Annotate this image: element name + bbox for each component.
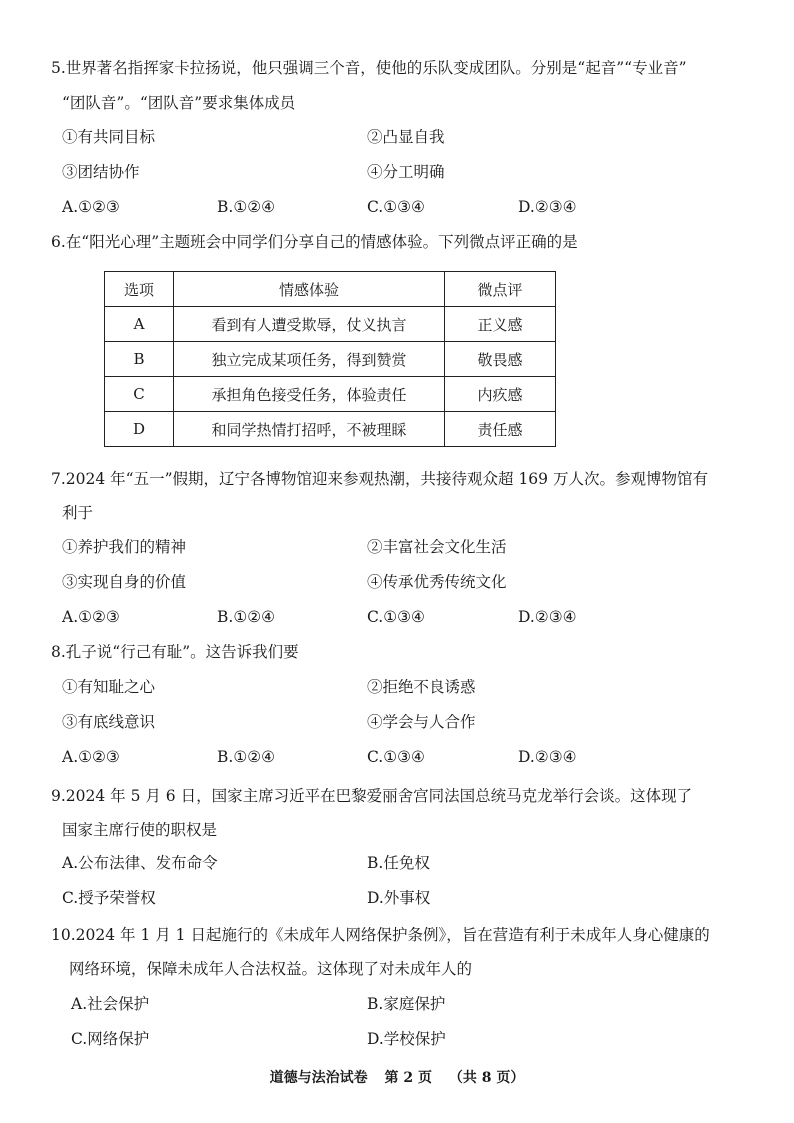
- table-header-cell: 选项: [105, 272, 174, 307]
- q8-stem: 8.孔子说“行己有耻”。这告诉我们要: [51, 643, 299, 661]
- q8-choice-b: B.①②④: [217, 748, 276, 766]
- footer-page-number: 第 2 页: [384, 1070, 432, 1086]
- q8-item-3: ③有底线意识: [62, 713, 156, 731]
- q5-item-3: ③团结协作: [62, 163, 140, 181]
- q10-choice-d: D.学校保护: [367, 1030, 446, 1048]
- q5-item-4: ④分工明确: [367, 163, 445, 181]
- q7-choice-c: C.①③④: [367, 608, 425, 626]
- q9-choice-b: B.任免权: [367, 854, 430, 872]
- table-cell: 独立完成某项任务，得到赞赏: [174, 342, 445, 377]
- q7-item-1: ①养护我们的精神: [62, 538, 187, 556]
- table-cell: 正义感: [445, 307, 556, 342]
- table-cell: 内疚感: [445, 377, 556, 412]
- q6-stem: 6.在“阳光心理”主题班会中同学们分享自己的情感体验。下列微点评正确的是: [51, 233, 578, 251]
- footer-total-pages: （共 8 页）: [448, 1070, 525, 1086]
- table-cell: 承担角色接受任务，体验责任: [174, 377, 445, 412]
- q7-choice-a: A.①②③: [62, 608, 120, 626]
- q8-choice-a: A.①②③: [62, 748, 120, 766]
- q8-item-1: ①有知耻之心: [62, 678, 156, 696]
- page-footer: [0, 1067, 794, 1087]
- q7-stem-line2: 利于: [62, 504, 94, 522]
- q10-choice-b: B.家庭保护: [367, 995, 446, 1013]
- table-row: [105, 307, 556, 342]
- table-row: [105, 412, 556, 447]
- table-cell: 敬畏感: [445, 342, 556, 377]
- q10-stem-line2: 网络环境，保障未成年人合法权益。这体现了对未成年人的: [69, 960, 473, 978]
- table-cell: 和同学热情打招呼，不被理睬: [174, 412, 445, 447]
- table-cell: D: [105, 412, 174, 447]
- q7-item-2: ②丰富社会文化生活: [367, 538, 507, 556]
- q5-stem-line2: “团队音”。“团队音”要求集体成员: [62, 94, 296, 112]
- q7-item-4: ④传承优秀传统文化: [367, 573, 507, 591]
- q10-choice-a: A.社会保护: [71, 995, 150, 1013]
- q9-stem-line2: 国家主席行使的职权是: [62, 821, 218, 839]
- q5-item-2: ②凸显自我: [367, 128, 445, 146]
- q9-choice-a: A.公布法律、发布命令: [62, 854, 218, 872]
- q8-item-2: ②拒绝不良诱惑: [367, 678, 476, 696]
- q9-choice-d: D.外事权: [367, 889, 431, 907]
- q5-stem-line1: 5.世界著名指挥家卡拉扬说，他只强调三个音，使他的乐队变成团队。分别是“起音”“专业音”: [51, 59, 687, 77]
- footer-subject: 道德与法治试卷: [269, 1070, 368, 1086]
- q7-choice-d: D.②③④: [518, 608, 577, 626]
- table-cell: 看到有人遭受欺辱，仗义执言: [174, 307, 445, 342]
- q5-choice-c: C.①③④: [367, 198, 425, 216]
- q5-item-1: ①有共同目标: [62, 128, 156, 146]
- q7-stem-line1: 7.2024 年“五一”假期，辽宁各博物馆迎来参观热潮，共接待观众超 169 万人次。参观博物馆有: [51, 470, 708, 488]
- q8-item-4: ④学会与人合作: [367, 713, 476, 731]
- q8-choice-d: D.②③④: [518, 748, 577, 766]
- q10-stem-line1: 10.2024 年 1 月 1 日起施行的《未成年人网络保护条例》，旨在营造有利于未成年人身心健康的: [51, 926, 710, 944]
- table-row: [105, 342, 556, 377]
- q9-stem-line1: 9.2024 年 5 月 6 日，国家主席习近平在巴黎爱丽舍宫同法国总统马克龙举行会谈。这体现了: [51, 787, 693, 805]
- table-cell: B: [105, 342, 174, 377]
- table-header-cell: 微点评: [445, 272, 556, 307]
- table-cell: A: [105, 307, 174, 342]
- table-cell: C: [105, 377, 174, 412]
- q6-table: [104, 271, 556, 447]
- q5-choice-d: D.②③④: [518, 198, 577, 216]
- table-row: [105, 377, 556, 412]
- table-header-cell: 情感体验: [174, 272, 445, 307]
- q5-choice-b: B.①②④: [217, 198, 276, 216]
- q8-choice-c: C.①③④: [367, 748, 425, 766]
- table-cell: 责任感: [445, 412, 556, 447]
- q9-choice-c: C.授予荣誉权: [62, 889, 156, 907]
- q10-choice-c: C.网络保护: [71, 1030, 150, 1048]
- q5-choice-a: A.①②③: [62, 198, 120, 216]
- q7-choice-b: B.①②④: [217, 608, 276, 626]
- table-header-row: [105, 272, 556, 307]
- q7-item-3: ③实现自身的价值: [62, 573, 187, 591]
